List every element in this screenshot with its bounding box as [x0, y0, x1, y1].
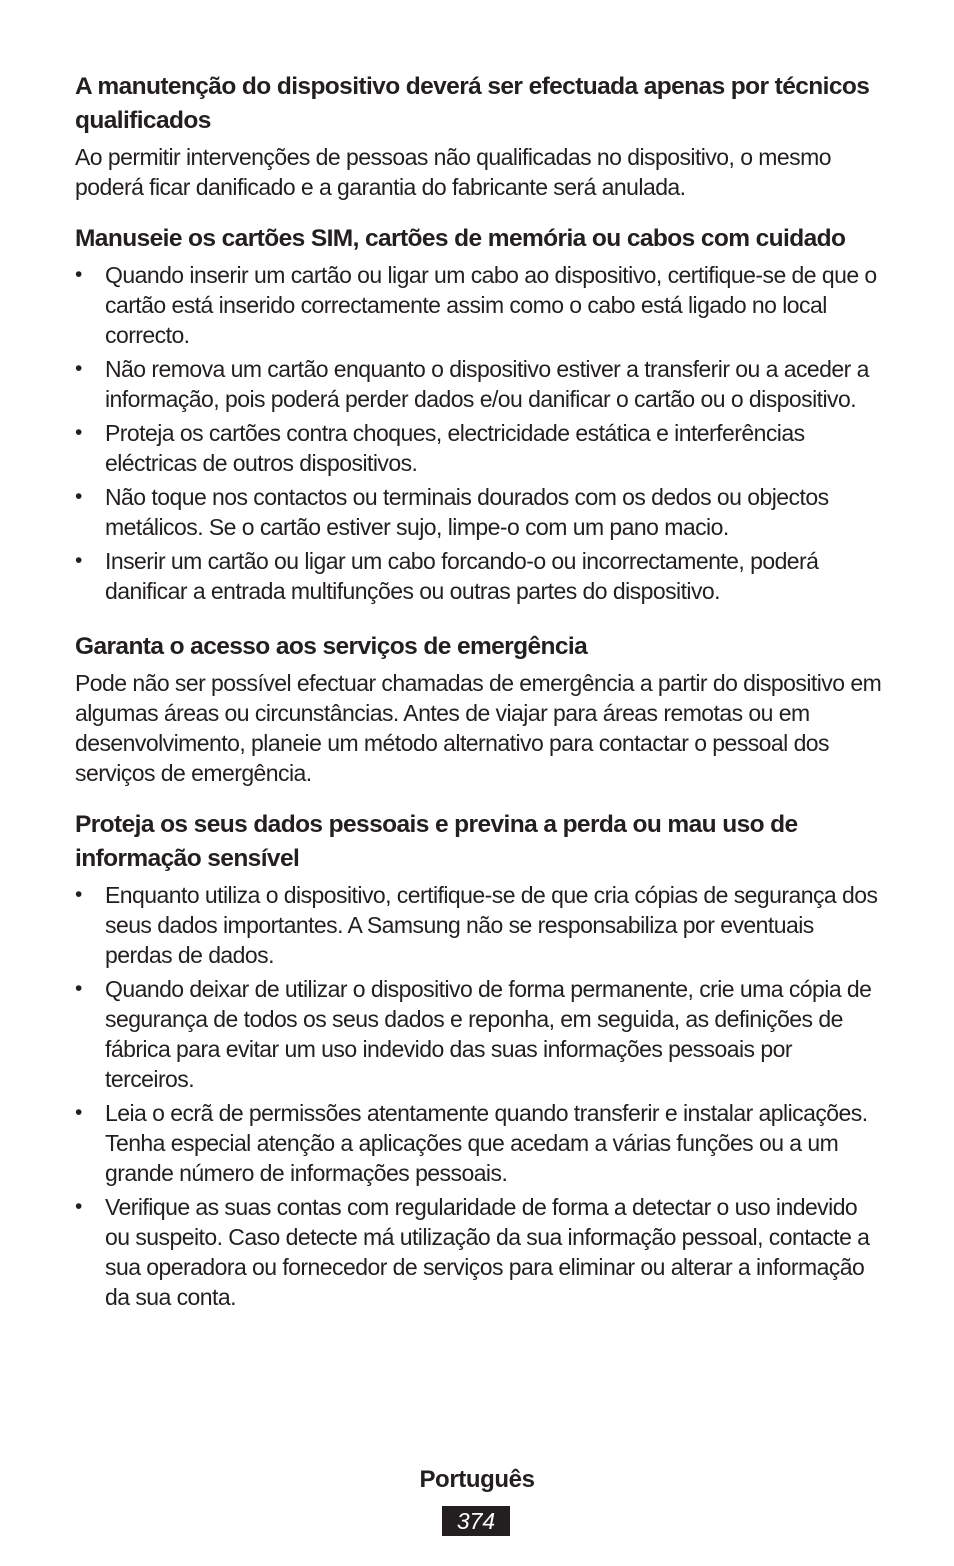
bullet-list [75, 260, 885, 606]
list-item: • Enquanto utiliza o dispositivo, certifique-se de que cria cópias de segurança dos seus dados importantes. A Samsung não se responsabiliza por eventuais perdas de dados. [75, 882, 878, 968]
list-item: • Leia o ecrã de permissões atentamente quando transferir e instalar aplicações. Tenha especial atenção a aplicações que acedam a várias funções ou a um grande número de informações pessoais. [75, 1100, 868, 1186]
section-emergency [75, 630, 885, 788]
list-item: • Inserir um cartão ou ligar um cabo forcando-o ou incorrectamente, poderá danificar a entrada multifunções ou outras partes do dispositivo. [75, 548, 819, 604]
bullet-icon: • [75, 357, 82, 380]
bullet-icon: • [75, 421, 82, 444]
page-content [75, 70, 885, 1316]
footer-language: Português [419, 1466, 535, 1493]
list-item: • Verifique as suas contas com regularidade de forma a detectar o uso indevido ou suspeito. Caso detecte má utilização da sua informação pessoal, contacte a sua operadora ou fornecedor de serviços para eliminar ou alterar a informação da sua conta. [75, 1194, 870, 1310]
bullet-list [75, 880, 885, 1312]
bullet-icon: • [75, 485, 82, 508]
section-heading: Garanta o acesso aos serviços de emergência [75, 633, 588, 660]
bullet-icon: • [75, 1195, 82, 1218]
section-paragraph: Pode não ser possível efectuar chamadas de emergência a partir do dispositivo em algumas áreas ou circunstâncias. Antes de viajar para áreas remotas ou em desenvolvimento, planeie um método alternativo para contactar o pessoal dos serviços de emergência. [75, 670, 882, 786]
section-heading: Proteja os seus dados pessoais e previna a perda ou mau uso de informação sensível [75, 811, 798, 872]
list-item: • Proteja os cartões contra choques, electricidade estática e interferências eléctricas de outros dispositivos. [75, 420, 805, 476]
section-heading: A manutenção do dispositivo deverá ser efectuada apenas por técnicos qualificados [75, 73, 870, 134]
bullet-icon: • [75, 977, 82, 1000]
section-paragraph: Ao permitir intervenções de pessoas não qualificadas no dispositivo, o mesmo poderá ficar danificado e a garantia do fabricante será anulada. [75, 144, 831, 200]
list-item: • Quando deixar de utilizar o dispositivo de forma permanente, crie uma cópia de segurança de todos os seus dados e reponha, em seguida, as definições de fábrica para evitar um uso indevido das suas informações pessoais por terceiros. [75, 976, 872, 1092]
list-item: • Quando inserir um cartão ou ligar um cabo ao dispositivo, certifique-se de que o cartão está inserido correctamente assim como o cabo está ligado no local correcto. [75, 262, 877, 348]
section-card-handling [75, 222, 885, 606]
page-number: 374 [442, 1506, 510, 1536]
section-heading: Manuseie os cartões SIM, cartões de memória ou cabos com cuidado [75, 225, 846, 252]
bullet-icon: • [75, 263, 82, 286]
bullet-icon: • [75, 1101, 82, 1124]
bullet-icon: • [75, 883, 82, 906]
list-item: • Não toque nos contactos ou terminais dourados com os dedos ou objectos metálicos. Se o cartão estiver sujo, limpe-o com um pano macio. [75, 484, 829, 540]
bullet-icon: • [75, 549, 82, 572]
section-maintenance [75, 70, 885, 202]
section-personal-data [75, 808, 885, 1312]
list-item: • Não remova um cartão enquanto o dispositivo estiver a transferir ou a aceder a informação, pois poderá perder dados e/ou danificar o cartão ou o dispositivo. [75, 356, 869, 412]
